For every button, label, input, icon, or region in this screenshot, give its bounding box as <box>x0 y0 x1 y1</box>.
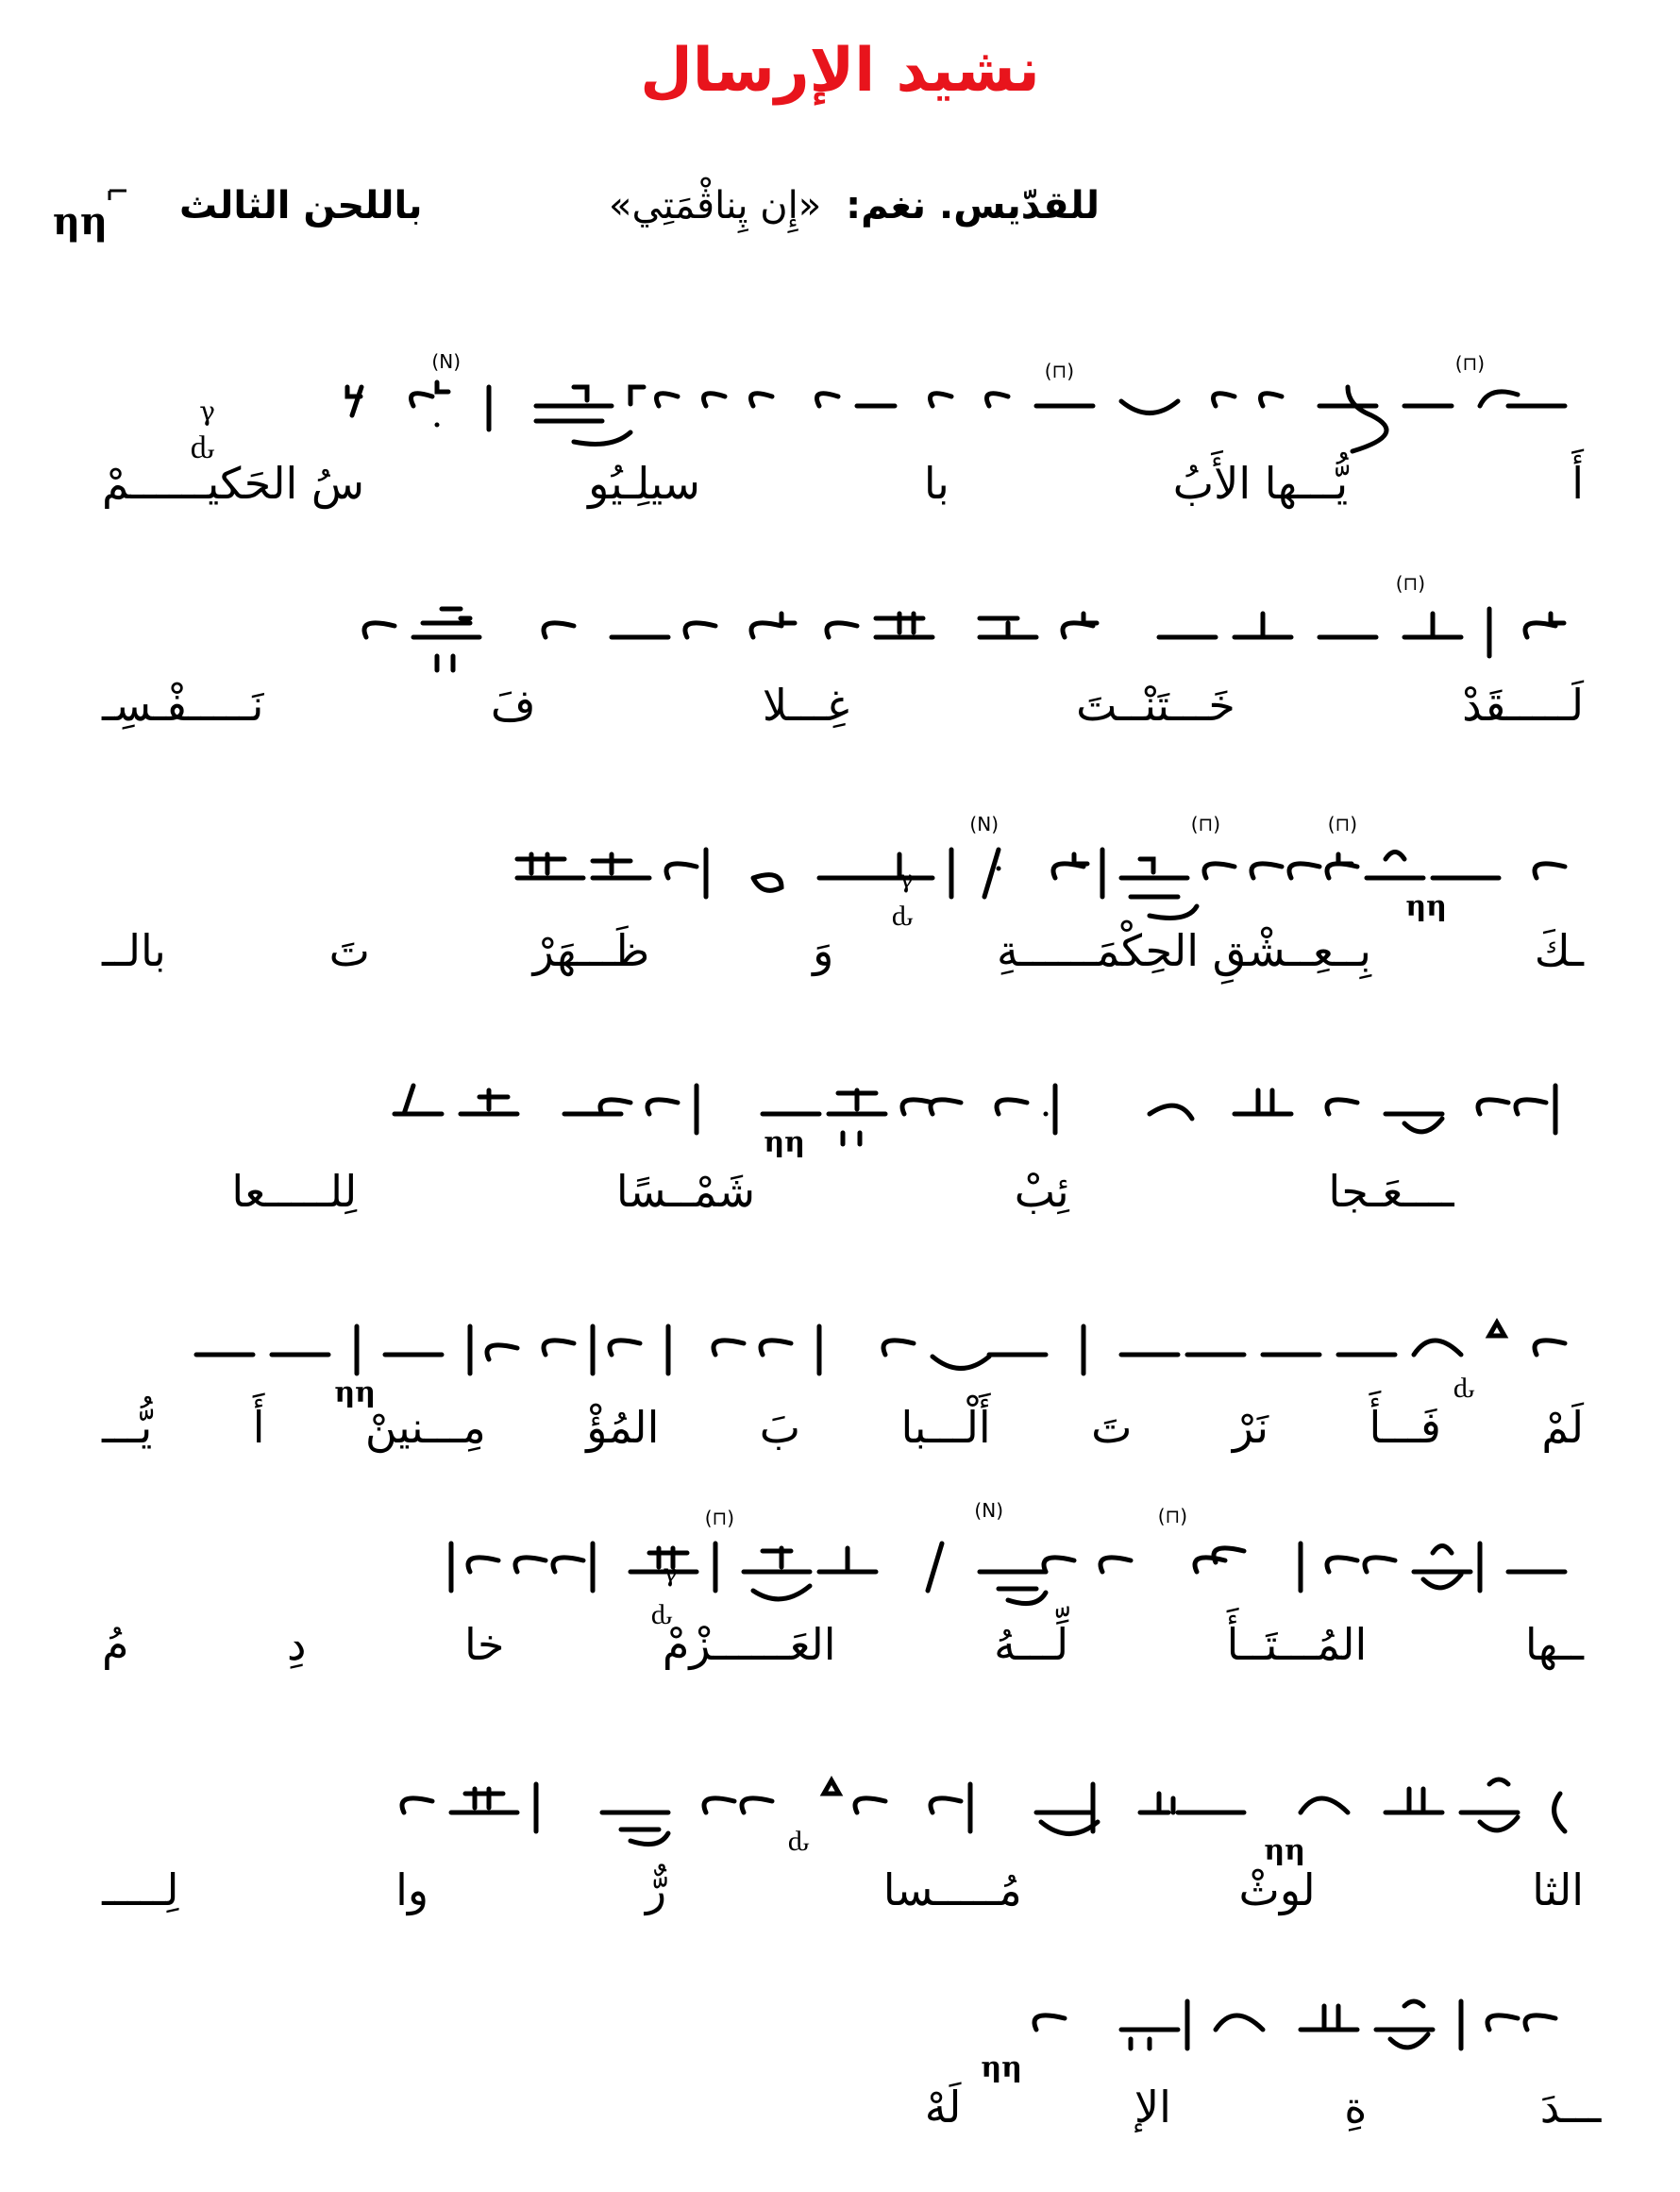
svg-text:ηη: ηη <box>764 1126 805 1159</box>
syllable: ـكَ <box>1534 925 1584 976</box>
syllable: لَمْ <box>1541 1402 1584 1453</box>
lyrics-line-7 <box>102 1864 1584 1915</box>
lyrics-line-5 <box>102 1402 1584 1453</box>
lyrics-line-2 <box>102 680 1584 731</box>
syllable: مُـــــسا <box>882 1864 1022 1915</box>
syllable: المُؤْ <box>586 1402 660 1453</box>
svg-text:(N): (N) <box>431 350 461 373</box>
svg-text:(⊓): (⊓) <box>1454 352 1485 375</box>
svg-text:(⊓): (⊓) <box>704 1507 734 1529</box>
syllable: لوثْ <box>1238 1864 1316 1915</box>
syllable: ــــعَـجا <box>1328 1166 1454 1217</box>
svg-text:γ: γ <box>199 396 215 427</box>
svg-text:ԃ: ԃ <box>1453 1372 1475 1405</box>
svg-text:ηη: ηη <box>1264 1834 1305 1867</box>
syllable: يُّـــ <box>102 1402 153 1453</box>
syllable: دِ <box>286 1619 307 1670</box>
svg-text:ԃ: ԃ <box>891 900 914 933</box>
syllable: ئِبْ <box>1014 1166 1069 1217</box>
syllable: با <box>923 458 949 509</box>
syllable: لَـــــقَدْ <box>1462 680 1584 731</box>
syllable: الإ <box>1134 2082 1171 2133</box>
svg-text:ԃ: ԃ <box>650 1598 673 1631</box>
syllable: غِـــلا <box>762 680 849 731</box>
svg-text:(⊓): (⊓) <box>1327 813 1357 835</box>
syllable: العَــــــزْمْ <box>662 1619 836 1670</box>
hymn-title: نشيد الإرسال <box>640 36 1040 106</box>
syllable: سُ الحَكيــــــمْ <box>102 458 365 509</box>
tone-label: باللحن الثالث <box>179 184 423 228</box>
svg-text:γ: γ <box>663 1560 678 1588</box>
syllable: لِـــــ <box>102 1864 179 1915</box>
syllable: وا <box>395 1864 429 1915</box>
syllable: شَمْــسًا <box>615 1166 756 1217</box>
syllable: ةِ <box>1344 2082 1368 2133</box>
svg-text:ηη: ηη <box>981 2051 1022 2084</box>
svg-text:(⊓): (⊓) <box>1190 813 1220 835</box>
syllable: فَـــأَ <box>1369 1402 1441 1453</box>
lyrics-line-6 <box>102 1619 1584 1670</box>
syllable: ـــدَ <box>1539 2082 1602 2133</box>
svg-text:ԃ: ԃ <box>190 429 215 466</box>
syllable: ــها <box>1524 1619 1584 1670</box>
svg-text:γ: γ <box>899 866 914 894</box>
svg-text:ԃ: ԃ <box>787 1825 810 1858</box>
author-label: للقدّيس. نغم: <box>846 184 1100 228</box>
svg-text:(N): (N) <box>969 813 999 835</box>
svg-text:(N): (N) <box>974 1499 1003 1522</box>
syllable: نَـــــفْـسِـ <box>102 680 264 731</box>
syllable: بَ <box>759 1402 801 1453</box>
lyrics-line-8 <box>838 2082 1680 2133</box>
syllable: المُـــتَــأَ <box>1226 1619 1368 1670</box>
syllable: أَ <box>1571 458 1584 509</box>
syllable: سيلِـيُو <box>588 458 700 509</box>
syllable: بِــعِــشْقِ الحِكْمَــــــةِ <box>997 925 1371 976</box>
syllable: لِلـــــعا <box>231 1166 358 1217</box>
syllable: مِـــنينْ <box>364 1402 486 1453</box>
syllable: وَ <box>813 925 834 976</box>
syllable: رٌّ <box>645 1864 667 1915</box>
syllable: نَرْ <box>1232 1402 1269 1453</box>
syllable: أَلْـــبا <box>900 1402 991 1453</box>
model-hymn: «إِن پِناڤْمَتِي» <box>608 184 822 228</box>
svg-text:ηη: ηη <box>1405 890 1447 923</box>
svg-text:(⊓): (⊓) <box>1044 360 1074 382</box>
syllable: أَ <box>252 1402 265 1453</box>
svg-text:ηη: ηη <box>52 199 108 244</box>
syllable: يُّـــها الأَبُ <box>1172 458 1349 509</box>
lyrics-line-4 <box>102 1166 1584 1217</box>
syllable: تَ <box>1091 1402 1133 1453</box>
author-line <box>609 184 1100 228</box>
svg-text:ηη: ηη <box>334 1376 376 1409</box>
syllable: خا <box>463 1619 505 1670</box>
lyrics-line-3 <box>102 925 1584 976</box>
syllable: لَهْ <box>924 2082 962 2133</box>
svg-text:(⊓): (⊓) <box>1157 1505 1187 1527</box>
syllable: ظَـــهَرْ <box>532 925 650 976</box>
tone-signature-glyph <box>52 177 168 244</box>
syllable: الثا <box>1532 1864 1584 1915</box>
syllable: تَ <box>328 925 370 976</box>
syllable: لِّـــهُ <box>994 1619 1069 1670</box>
svg-text:(⊓): (⊓) <box>1395 572 1425 595</box>
syllable: فَ <box>490 680 536 731</box>
syllable: مُ <box>102 1619 129 1670</box>
syllable: بالــ <box>102 925 166 976</box>
syllable: خَـــتَنْــتَ <box>1076 680 1235 731</box>
lyrics-line-1 <box>102 458 1584 509</box>
